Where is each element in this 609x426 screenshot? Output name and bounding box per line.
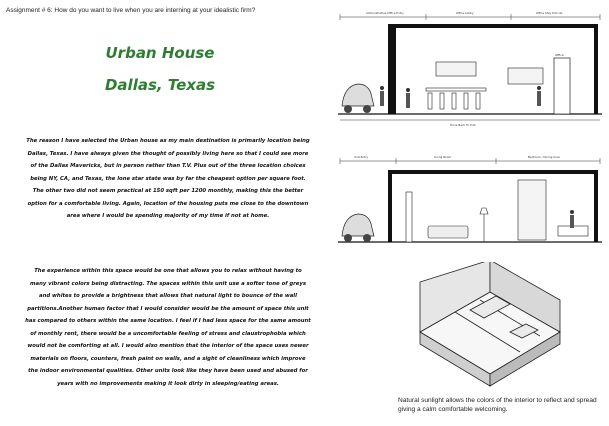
section-label: Administrative Office Entry [366,11,404,15]
lamp-icon [480,208,488,214]
section-label: Living Room [434,155,452,159]
paragraph-line: years with no improvements making it look dirty in sleeping/eating areas. [57,380,279,387]
section-label: Drive Back To Unit [450,123,476,127]
paragraph-line: option for a comfortable living. Again, location of the housing puts me close to the downtown [27,200,309,207]
section-label: Office Lobby [456,11,474,15]
section-label: Unit Entry [354,155,369,159]
car-icon [342,214,374,242]
page-subtitle: Dallas, Texas [104,76,216,94]
paragraph-line: The reason I have selected the Urban house as my main destination is primarily location being [26,138,310,144]
paragraph-location [10,135,326,223]
isometric-unit-drawing [400,262,580,392]
paragraph-line: materials on floors, counters, fresh paint on walls, and a sight of cleanliness which improve [30,355,306,362]
paragraph-line: and whites to provide a brightness that allows that natural light to bounce of the wall [39,293,297,299]
paragraph-line: area where I would be spending majority of my time if not at home. [66,213,270,219]
unit-section-drawing [336,152,604,252]
window [508,68,543,84]
stools [428,93,480,109]
person-icon [537,86,541,106]
paragraph-line: The other two did not seem practical at 150 sqft per 1200 monthly, making this the better [32,188,304,194]
building-roof [388,24,598,28]
image-caption: Natural sunlight allows the colors of the interior to reflect and spread giving a calm comfortable welcoming. [398,397,597,413]
paragraph-line: many vibrant colors being distracting. The spaces within this unit use a softer tone of greys [30,280,306,287]
page-title: Urban House [105,44,215,62]
paragraph-line: of monthly rent, there would be a uncomfortable feeling of stress and claustrophobia which [30,330,306,337]
paragraph-line: being NY, CA, and Texas, the lone star state was by far the cheapest option per square foot. [30,175,306,182]
paragraph-line: would not be comforting at all. I would also mention that the interior of the space uses newer [27,343,309,349]
paragraph-experience [10,265,326,390]
person-icon [570,210,574,228]
window [436,62,476,76]
person-icon [380,86,384,106]
building-wall [594,24,598,114]
building-wall [388,170,392,242]
paragraph-line: has compared to others within the same location. I feel if I had less space for the same amount [25,318,311,324]
car-icon [342,84,374,113]
building-roof [388,170,598,174]
paragraph-line: partitions.Another human factor that I would consider would be the amount of space this unit [27,305,309,312]
window [518,180,546,240]
counter [426,88,486,91]
office-section-drawing [336,8,604,128]
paragraph-line: The experience within this space would be one that allows you to relax without having to [34,268,302,274]
office-door [554,58,570,114]
assignment-question: Assignment # 6: How do you want to live when you are interning at your idealistic firm? [6,7,256,14]
building-wall [594,170,598,242]
paragraph-line: Dallas, Texas. I have always given the thought of possibly living here so that I could see more [27,150,309,157]
person-icon [406,88,410,108]
entry-door [406,192,412,242]
sofa [428,226,468,238]
paragraph-line: of the Dallas Mavericks, but in person rather than T.V. Plus out of the three location choices [30,163,306,169]
room-label: Office [555,53,564,57]
building-wall [388,24,396,114]
section-label: Office Stay Pick Up [536,11,563,15]
section-label: Bedroom / Dining Area [528,155,560,159]
paragraph-line: the indoor environmental qualities. Other units look like they have been used and abused for [28,368,308,374]
